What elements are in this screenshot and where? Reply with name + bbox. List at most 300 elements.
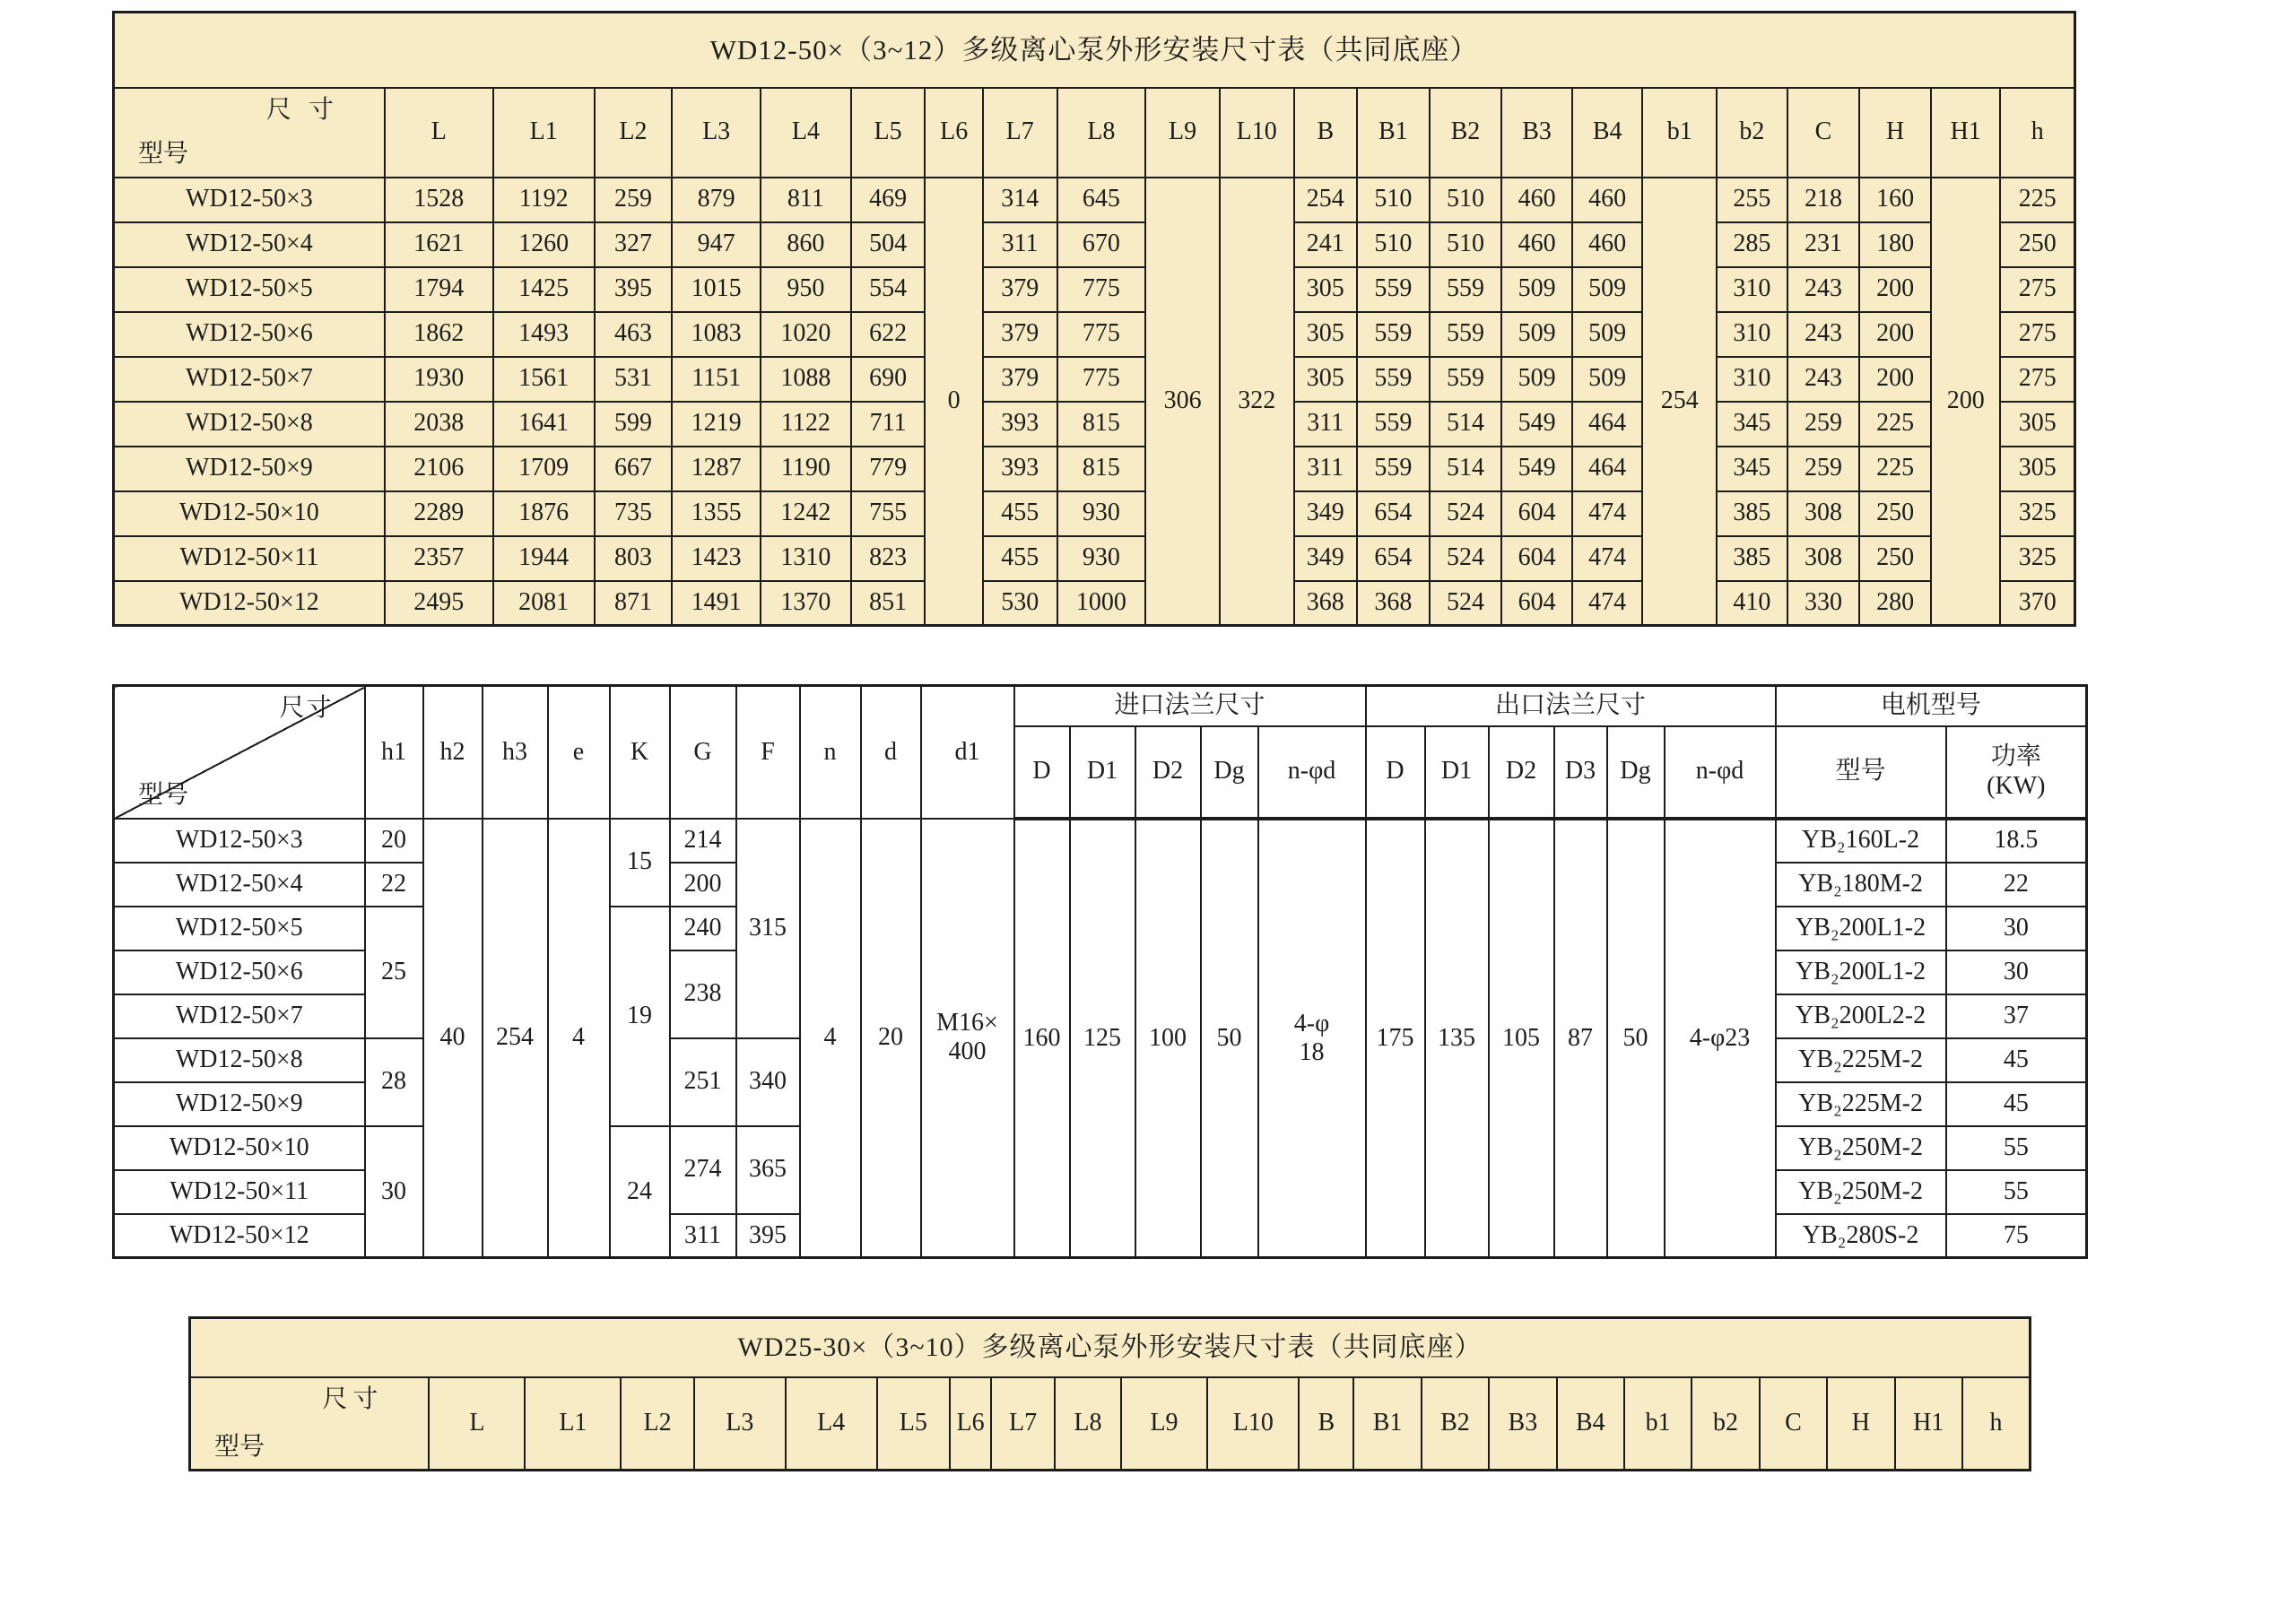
cell: 510 — [1357, 222, 1430, 267]
corner-label-model: 型号 — [138, 140, 189, 169]
col-header: D1 — [1425, 726, 1489, 819]
cell: 779 — [851, 447, 926, 491]
cell: 1088 — [761, 357, 851, 402]
table-wd12-flange-motor — [112, 684, 2088, 1259]
cell: 464 — [1572, 447, 1643, 491]
cell: 305 — [1294, 312, 1358, 357]
cell: 549 — [1501, 447, 1572, 491]
cell: 460 — [1501, 178, 1572, 222]
cell: 1930 — [385, 357, 493, 402]
cell: 280 — [1859, 581, 1931, 626]
cell: 775 — [1057, 312, 1146, 357]
col-header: G — [670, 686, 736, 819]
cell-motor-model: YB₂225M-2 — [1776, 1082, 1946, 1126]
cell: 1310 — [761, 536, 851, 581]
cell: 460 — [1572, 178, 1643, 222]
col-header: H1 — [1895, 1377, 1962, 1471]
group-header-motor: 电机型号 — [1776, 686, 2087, 726]
table-row — [190, 1377, 2031, 1471]
cell-motor-model: YB₂250M-2 — [1776, 1170, 1946, 1214]
table-wd12-dimensions — [112, 11, 2076, 627]
corner-label-size: 尺寸 — [322, 1384, 384, 1413]
cell: 559 — [1430, 312, 1502, 357]
merged-cell: 365 — [736, 1126, 800, 1214]
cell: 604 — [1501, 581, 1572, 626]
merged-cell: 4 — [548, 819, 610, 1258]
cell: 200 — [670, 863, 736, 907]
table-row — [114, 357, 2075, 402]
merged-cell: 274 — [670, 1126, 736, 1214]
col-header: b2 — [1717, 88, 1787, 178]
table-row — [114, 13, 2075, 88]
merged-cell: 254 — [483, 819, 548, 1258]
table-row — [114, 312, 2075, 357]
cell: 711 — [851, 402, 926, 447]
cell: 218 — [1787, 178, 1860, 222]
cell: 22 — [365, 863, 423, 907]
cell: 1491 — [672, 581, 761, 626]
cell: 275 — [2000, 357, 2074, 402]
col-header: B — [1294, 88, 1358, 178]
cell: 379 — [983, 357, 1057, 402]
merged-cell: 340 — [736, 1038, 800, 1126]
cell: 1219 — [672, 402, 761, 447]
cell: 345 — [1717, 402, 1787, 447]
cell: 305 — [2000, 447, 2074, 491]
cell: 180 — [1859, 222, 1931, 267]
cell: 327 — [595, 222, 673, 267]
col-header: h — [2000, 88, 2074, 178]
cell: 559 — [1357, 312, 1430, 357]
cell-motor-model: YB₂200L1-2 — [1776, 907, 1946, 950]
cell: 509 — [1501, 312, 1572, 357]
cell: 815 — [1057, 447, 1146, 491]
cell: 1641 — [493, 402, 595, 447]
col-header: L1 — [525, 1377, 621, 1471]
cell: 509 — [1501, 267, 1572, 312]
cell: 851 — [851, 581, 926, 626]
cell: 1621 — [385, 222, 493, 267]
cell: 310 — [1717, 312, 1787, 357]
cell: 368 — [1357, 581, 1430, 626]
row-model: WD12-50×10 — [114, 491, 385, 536]
cell: 395 — [736, 1214, 800, 1258]
cell: 1015 — [672, 267, 761, 312]
row-model: WD12-50×3 — [114, 178, 385, 222]
cell: 2495 — [385, 581, 493, 626]
cell: 2038 — [385, 402, 493, 447]
cell: 755 — [851, 491, 926, 536]
cell: 225 — [1859, 402, 1931, 447]
cell: 368 — [1294, 581, 1358, 626]
cell: 385 — [1717, 491, 1787, 536]
cell: 259 — [595, 178, 673, 222]
table-row — [190, 1318, 2031, 1377]
cell: 275 — [2000, 312, 2074, 357]
col-header: L — [429, 1377, 525, 1471]
col-header: B1 — [1353, 1377, 1421, 1471]
cell: 330 — [1787, 581, 1860, 626]
cell: 645 — [1057, 178, 1146, 222]
merged-cell: 4 — [800, 819, 861, 1258]
cell: 1709 — [493, 447, 595, 491]
cell: 510 — [1430, 222, 1502, 267]
cell: 474 — [1572, 581, 1643, 626]
row-model: WD12-50×7 — [114, 994, 365, 1038]
cell: 1528 — [385, 178, 493, 222]
cell: 1020 — [761, 312, 851, 357]
cell: 314 — [983, 178, 1057, 222]
cell: 160 — [1859, 178, 1931, 222]
cell: 510 — [1430, 178, 1502, 222]
merged-cell: 87 — [1554, 819, 1607, 1258]
merged-cell: 306 — [1145, 178, 1220, 626]
merged-cell: 105 — [1489, 819, 1554, 1258]
row-model: WD12-50×6 — [114, 950, 365, 994]
cell: 930 — [1057, 491, 1146, 536]
col-header: D2 — [1489, 726, 1554, 819]
merged-cell: 19 — [610, 907, 670, 1126]
col-header: Dg — [1201, 726, 1258, 819]
cell: 509 — [1501, 357, 1572, 402]
cell: 514 — [1430, 402, 1502, 447]
cell: 950 — [761, 267, 851, 312]
cell: 200 — [1859, 312, 1931, 357]
col-header: b1 — [1642, 88, 1717, 178]
cell-motor-power: 45 — [1946, 1082, 2087, 1126]
cell: 2106 — [385, 447, 493, 491]
cell: 2357 — [385, 536, 493, 581]
col-header: L6 — [950, 1377, 991, 1471]
merged-cell: M16× 400 — [921, 819, 1014, 1258]
cell-motor-power: 75 — [1946, 1214, 2087, 1258]
cell: 395 — [595, 267, 673, 312]
corner-cell — [114, 686, 365, 819]
cell: 1423 — [672, 536, 761, 581]
cell-motor-model: YB₂200L2-2 — [1776, 994, 1946, 1038]
col-header: h1 — [365, 686, 423, 819]
cell: 310 — [1717, 357, 1787, 402]
col-header: H — [1859, 88, 1931, 178]
cell: 225 — [1859, 447, 1931, 491]
col-header: B1 — [1357, 88, 1430, 178]
cell-motor-model: YB₂200L1-2 — [1776, 950, 1946, 994]
col-header: B3 — [1489, 1377, 1556, 1471]
cell-motor-power: 45 — [1946, 1038, 2087, 1082]
cell: 1192 — [493, 178, 595, 222]
corner-cell — [114, 88, 385, 178]
col-header: d — [861, 686, 921, 819]
merged-cell: 160 — [1014, 819, 1070, 1258]
col-header: L10 — [1207, 1377, 1299, 1471]
cell: 243 — [1787, 312, 1860, 357]
cell: 1561 — [493, 357, 595, 402]
row-model: WD12-50×11 — [114, 536, 385, 581]
merged-cell: 4-φ 18 — [1258, 819, 1366, 1258]
cell: 200 — [1859, 357, 1931, 402]
col-header: e — [548, 686, 610, 819]
cell-motor-power: 55 — [1946, 1170, 2087, 1214]
cell: 509 — [1572, 312, 1643, 357]
merged-cell: 20 — [861, 819, 921, 1258]
col-header: L — [385, 88, 493, 178]
cell: 349 — [1294, 536, 1358, 581]
cell: 305 — [1294, 267, 1358, 312]
cell: 775 — [1057, 267, 1146, 312]
merged-cell: 15 — [610, 819, 670, 907]
cell: 305 — [1294, 357, 1358, 402]
table-row — [114, 267, 2075, 312]
table-row — [114, 581, 2075, 626]
cell: 325 — [2000, 536, 2074, 581]
row-model: WD12-50×4 — [114, 863, 365, 907]
cell: 735 — [595, 491, 673, 536]
col-header: L9 — [1121, 1377, 1208, 1471]
row-model: WD12-50×4 — [114, 222, 385, 267]
cell: 2081 — [493, 581, 595, 626]
col-header: D2 — [1135, 726, 1201, 819]
cell: 1370 — [761, 581, 851, 626]
col-header: D1 — [1070, 726, 1135, 819]
cell: 1355 — [672, 491, 761, 536]
cell: 460 — [1572, 222, 1643, 267]
corner-cell — [190, 1377, 430, 1471]
row-model: WD12-50×8 — [114, 1038, 365, 1082]
col-header: K — [610, 686, 670, 819]
table-wd25-dimensions — [188, 1316, 2031, 1471]
merged-cell: 135 — [1425, 819, 1489, 1258]
cell: 531 — [595, 357, 673, 402]
col-header: 型号 — [1776, 726, 1946, 819]
cell: 243 — [1787, 357, 1860, 402]
merged-cell: 251 — [670, 1038, 736, 1126]
group-header-outlet-flange: 出口法兰尺寸 — [1366, 686, 1776, 726]
merged-cell: 238 — [670, 950, 736, 1038]
col-header: C — [1787, 88, 1860, 178]
merged-cell: 0 — [925, 178, 982, 626]
cell: 259 — [1787, 447, 1860, 491]
cell: 1242 — [761, 491, 851, 536]
cell: 464 — [1572, 402, 1643, 447]
cell-motor-model: YB₂225M-2 — [1776, 1038, 1946, 1082]
cell: 930 — [1057, 536, 1146, 581]
merged-cell: 28 — [365, 1038, 423, 1126]
cell: 2289 — [385, 491, 493, 536]
merged-cell: 25 — [365, 907, 423, 1038]
cell: 1000 — [1057, 581, 1146, 626]
table-row — [114, 536, 2075, 581]
cell: 243 — [1787, 267, 1860, 312]
col-header: L6 — [925, 88, 982, 178]
cell-motor-model: YB₂180M-2 — [1776, 863, 1946, 907]
col-header: n-φd — [1258, 726, 1366, 819]
col-header: h2 — [423, 686, 483, 819]
cell: 325 — [2000, 491, 2074, 536]
table-row — [114, 819, 2087, 863]
col-header: H — [1827, 1377, 1894, 1471]
col-header: L7 — [991, 1377, 1055, 1471]
row-model: WD12-50×7 — [114, 357, 385, 402]
cell: 305 — [2000, 402, 2074, 447]
cell: 524 — [1430, 581, 1502, 626]
col-header: B2 — [1430, 88, 1502, 178]
merged-cell: 40 — [423, 819, 483, 1258]
cell: 240 — [670, 907, 736, 950]
cell: 455 — [983, 536, 1057, 581]
cell: 308 — [1787, 491, 1860, 536]
col-header: b1 — [1624, 1377, 1692, 1471]
table-row — [114, 447, 2075, 491]
cell: 690 — [851, 357, 926, 402]
cell: 393 — [983, 402, 1057, 447]
cell: 811 — [761, 178, 851, 222]
col-header: B3 — [1501, 88, 1572, 178]
col-header: L10 — [1220, 88, 1294, 178]
col-header: D — [1014, 726, 1070, 819]
cell: 241 — [1294, 222, 1358, 267]
cell: 947 — [672, 222, 761, 267]
col-header: b2 — [1692, 1377, 1759, 1471]
cell: 654 — [1357, 491, 1430, 536]
col-header: L3 — [672, 88, 761, 178]
col-header: L8 — [1055, 1377, 1120, 1471]
cell: 559 — [1430, 267, 1502, 312]
row-model: WD12-50×10 — [114, 1126, 365, 1170]
cell-motor-power: 30 — [1946, 950, 2087, 994]
table-row — [114, 686, 2087, 726]
table-row — [114, 222, 2075, 267]
cell: 1794 — [385, 267, 493, 312]
cell: 311 — [1294, 402, 1358, 447]
cell: 670 — [1057, 222, 1146, 267]
col-header: L4 — [786, 1377, 877, 1471]
cell: 1425 — [493, 267, 595, 312]
merged-cell: 24 — [610, 1126, 670, 1258]
cell: 225 — [2000, 178, 2074, 222]
cell: 559 — [1430, 357, 1502, 402]
col-header: B — [1299, 1377, 1353, 1471]
cell: 559 — [1357, 267, 1430, 312]
cell-motor-model: YB₂160L-2 — [1776, 819, 1946, 863]
cell: 815 — [1057, 402, 1146, 447]
col-header: B4 — [1572, 88, 1643, 178]
corner-label-model: 型号 — [214, 1432, 265, 1461]
cell: 311 — [983, 222, 1057, 267]
col-header: L2 — [595, 88, 673, 178]
col-header: L7 — [983, 88, 1057, 178]
merged-cell: 30 — [365, 1126, 423, 1258]
cell: 879 — [672, 178, 761, 222]
cell: 1083 — [672, 312, 761, 357]
cell: 510 — [1357, 178, 1430, 222]
cell-motor-model: YB₂250M-2 — [1776, 1126, 1946, 1170]
row-model: WD12-50×5 — [114, 907, 365, 950]
group-header-inlet-flange: 进口法兰尺寸 — [1014, 686, 1366, 726]
cell: 250 — [1859, 491, 1931, 536]
col-header: B4 — [1557, 1377, 1624, 1471]
cell: 871 — [595, 581, 673, 626]
cell: 460 — [1501, 222, 1572, 267]
cell: 1260 — [493, 222, 595, 267]
cell: 803 — [595, 536, 673, 581]
row-model: WD12-50×5 — [114, 267, 385, 312]
table-row — [114, 491, 2075, 536]
cell: 860 — [761, 222, 851, 267]
cell: 1122 — [761, 402, 851, 447]
cell: 474 — [1572, 491, 1643, 536]
cell: 455 — [983, 491, 1057, 536]
cell: 310 — [1717, 267, 1787, 312]
col-header: h3 — [483, 686, 548, 819]
row-model: WD12-50×9 — [114, 1082, 365, 1126]
cell: 385 — [1717, 536, 1787, 581]
cell: 308 — [1787, 536, 1860, 581]
cell: 509 — [1572, 267, 1643, 312]
col-header: n — [800, 686, 861, 819]
col-header: L8 — [1057, 88, 1146, 178]
cell: 604 — [1501, 491, 1572, 536]
cell: 504 — [851, 222, 926, 267]
merged-cell: 100 — [1135, 819, 1201, 1258]
cell: 379 — [983, 267, 1057, 312]
table3-title: WD25-30×（3~10）多级离心泵外形安装尺寸表（共同底座） — [190, 1318, 2031, 1377]
cell: 599 — [595, 402, 673, 447]
cell-motor-model: YB₂280S-2 — [1776, 1214, 1946, 1258]
cell: 549 — [1501, 402, 1572, 447]
row-model: WD12-50×11 — [114, 1170, 365, 1214]
merged-cell: 50 — [1201, 819, 1258, 1258]
cell: 559 — [1357, 402, 1430, 447]
cell: 509 — [1572, 357, 1643, 402]
row-model: WD12-50×6 — [114, 312, 385, 357]
col-header: 功率 (KW) — [1946, 726, 2087, 819]
merged-cell: 200 — [1931, 178, 2001, 626]
corner-label-model: 型号 — [138, 781, 189, 810]
cell: 1862 — [385, 312, 493, 357]
cell: 379 — [983, 312, 1057, 357]
merged-cell: 315 — [736, 819, 800, 1038]
merged-cell: 175 — [1366, 819, 1425, 1258]
cell: 250 — [1859, 536, 1931, 581]
col-header: L5 — [851, 88, 926, 178]
cell-motor-power: 37 — [1946, 994, 2087, 1038]
cell: 524 — [1430, 536, 1502, 581]
col-header: C — [1760, 1377, 1827, 1471]
row-model: WD12-50×12 — [114, 581, 385, 626]
table-row — [114, 402, 2075, 447]
cell: 259 — [1787, 402, 1860, 447]
col-header: L4 — [761, 88, 851, 178]
cell: 200 — [1859, 267, 1931, 312]
col-header: H1 — [1931, 88, 2001, 178]
cell: 1190 — [761, 447, 851, 491]
cell: 654 — [1357, 536, 1430, 581]
merged-cell: 322 — [1220, 178, 1294, 626]
cell: 1493 — [493, 312, 595, 357]
col-header: d1 — [921, 686, 1014, 819]
cell: 775 — [1057, 357, 1146, 402]
row-model: WD12-50×3 — [114, 819, 365, 863]
cell: 559 — [1357, 357, 1430, 402]
col-header: B2 — [1422, 1377, 1489, 1471]
cell-motor-power: 22 — [1946, 863, 2087, 907]
cell: 393 — [983, 447, 1057, 491]
table-row — [114, 178, 2075, 222]
col-header: L3 — [694, 1377, 786, 1471]
cell: 254 — [1294, 178, 1358, 222]
cell: 20 — [365, 819, 423, 863]
cell: 311 — [670, 1214, 736, 1258]
